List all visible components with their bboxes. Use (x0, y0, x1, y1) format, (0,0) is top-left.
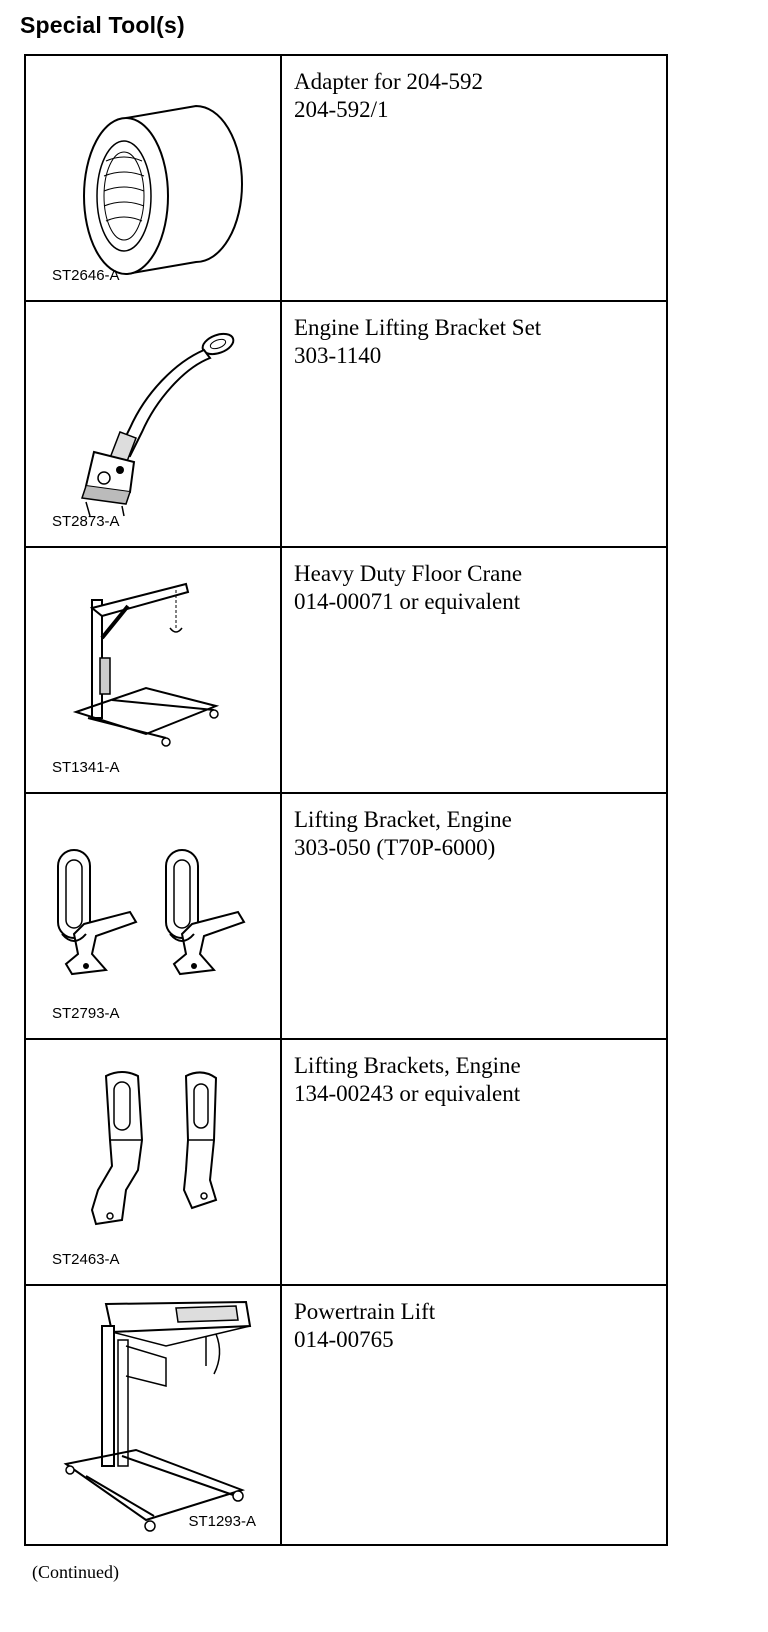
tool-code: ST1293-A (188, 1513, 256, 1530)
table-row (25, 55, 667, 301)
tool-name: Powertrain Lift (294, 1299, 436, 1324)
tool-illustration-cell (25, 547, 281, 793)
tool-number: 204-592/1 (294, 97, 389, 122)
tool-illustration-cell (25, 55, 281, 301)
tool-number: 134-00243 or equivalent (294, 1081, 521, 1106)
tool-description-cell (281, 1285, 667, 1545)
tool-description-cell (281, 1039, 667, 1285)
tool-number: 014-00071 or equivalent (294, 589, 521, 614)
powertrain-lift-icon (26, 1286, 280, 1544)
tool-name: Heavy Duty Floor Crane (294, 561, 523, 586)
tool-code: ST2646-A (52, 267, 120, 284)
tool-code: ST2873-A (52, 513, 120, 530)
tool-name: Adapter for 204-592 (294, 69, 484, 94)
tool-description-cell (281, 301, 667, 547)
table-row (25, 1039, 667, 1285)
tool-number: 014-00765 (294, 1327, 394, 1352)
floor-crane-icon (26, 548, 280, 792)
tool-name: Lifting Brackets, Engine (294, 1053, 521, 1078)
special-tools-table (24, 54, 668, 1546)
lifting-bracket-pair-icon (26, 794, 280, 1038)
tool-description-cell (281, 793, 667, 1039)
table-row (25, 547, 667, 793)
tool-description-cell (281, 55, 667, 301)
tool-number: 303-050 (T70P-6000) (294, 835, 496, 860)
adapter-cylinder-icon (26, 56, 280, 300)
tool-illustration-cell (25, 1285, 281, 1545)
tool-code: ST1341-A (52, 759, 120, 776)
tool-name: Engine Lifting Bracket Set (294, 315, 542, 340)
tool-number: 303-1140 (294, 343, 382, 368)
tool-illustration-cell (25, 301, 281, 547)
table-row (25, 301, 667, 547)
table-row (25, 1285, 667, 1545)
table-row (25, 793, 667, 1039)
tool-illustration-cell (25, 1039, 281, 1285)
tool-name: Lifting Bracket, Engine (294, 807, 512, 832)
continued-note: (Continued) (32, 1562, 119, 1582)
tool-code: ST2793-A (52, 1005, 120, 1022)
tool-description-cell (281, 547, 667, 793)
page-title: Special Tool(s) (20, 12, 185, 38)
tool-code: ST2463-A (52, 1251, 120, 1268)
engine-lifting-bracket-icon (26, 302, 280, 546)
lifting-brackets-icon (26, 1040, 280, 1284)
tool-illustration-cell (25, 793, 281, 1039)
